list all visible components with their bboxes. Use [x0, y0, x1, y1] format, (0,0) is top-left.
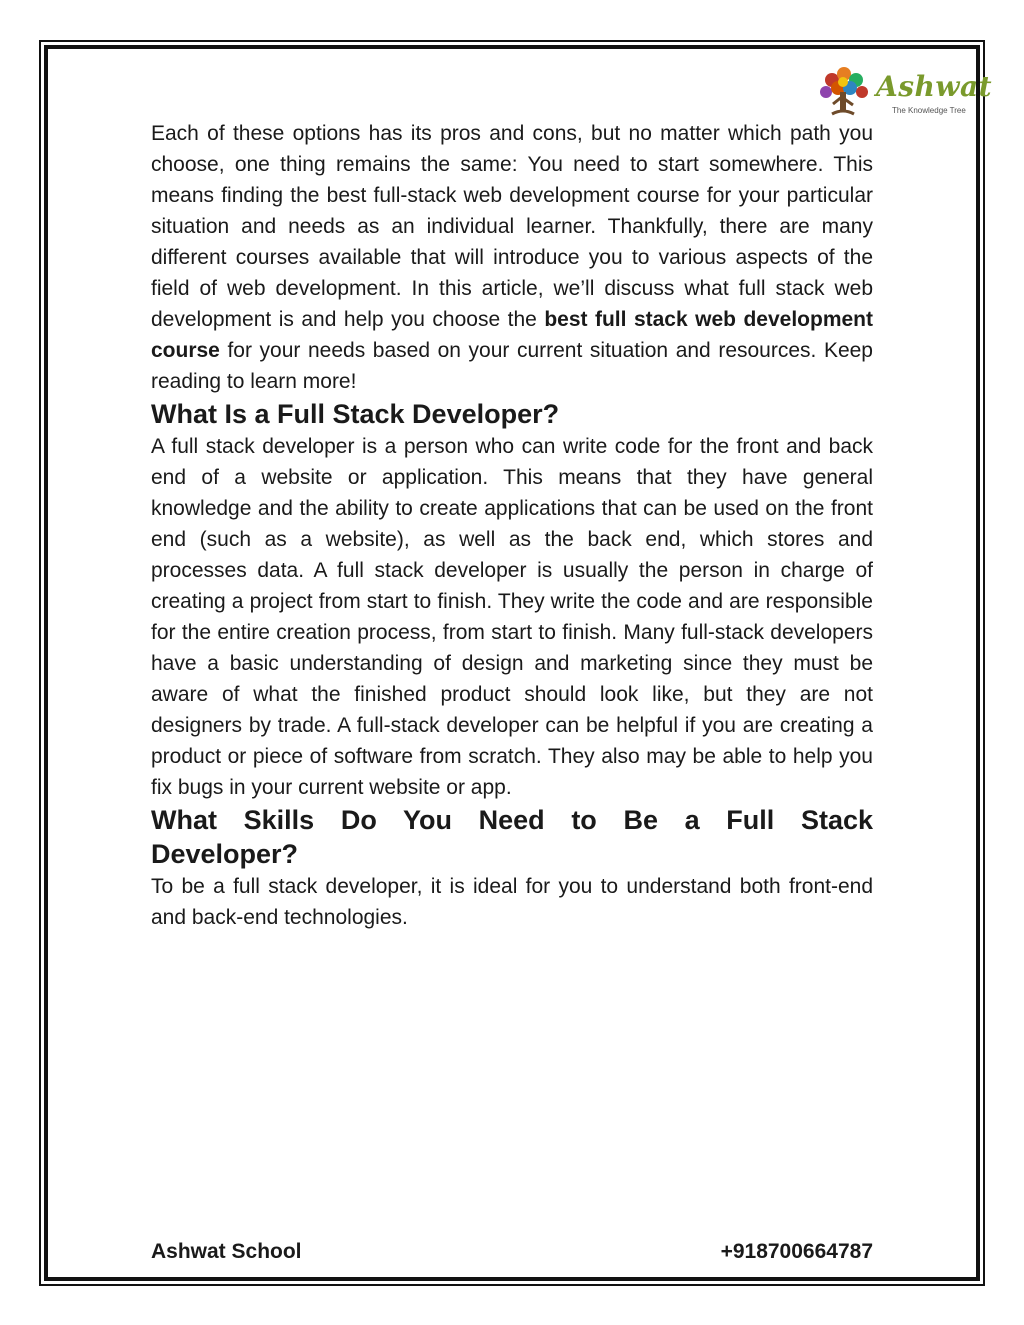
logo-tagline: The Knowledge Tree — [892, 106, 966, 115]
section-body-skills: To be a full stack developer, it is ideal for you to understand both front-end and back-end technologies. — [151, 875, 873, 929]
page-footer — [151, 1240, 873, 1268]
logo-wordmark: Ashwat — [876, 70, 993, 103]
intro-text-end: for your needs based on your current situation and resources. Keep reading to learn more! — [151, 339, 873, 393]
footer-school-name: Ashwat School — [151, 1240, 302, 1263]
tree-logo-icon — [812, 62, 874, 124]
ashwat-logo — [812, 62, 993, 124]
section-heading-full-stack: What Is a Full Stack Developer? — [151, 399, 560, 429]
document-content — [151, 118, 873, 933]
intro-text-start: Each of these options has its pros and cons, but no matter which path you choose, one thing remains the same: You need to start somewhere. This means finding the best full-stack web development course for your particular situation and needs as an individual learner. Thankfully, there are many different courses available that will introduce you to various aspects of the field of web development. In this article, we’ll discuss what full stack web development is and help you choose the — [151, 122, 873, 331]
section-body-full-stack: A full stack developer is a person who can write code for the front and back end of a website or application. This means that they have general knowledge and the ability to create applications that can be used on the front end (such as a website), as well as the back end, which stores and processes data. A full stack developer is usually the person in charge of creating a project from start to finish. They write the code and are responsible for the entire creation process, from start to finish. Many full-stack developers have a basic understanding of design and marketing since they must be aware of what the finished product should look like, but they are not designers by trade. A full-stack developer can be helpful if you are creating a product or piece of software from scratch. They also may be able to help you fix bugs in your current website or app. — [151, 435, 873, 799]
footer-phone: +918700664787 — [720, 1240, 873, 1263]
intro-bold-link: best full stack web development course — [151, 308, 873, 362]
section-heading-skills: What Skills Do You Need to Be a Full Stack Developer? — [151, 805, 873, 869]
intro-paragraph — [151, 118, 873, 397]
